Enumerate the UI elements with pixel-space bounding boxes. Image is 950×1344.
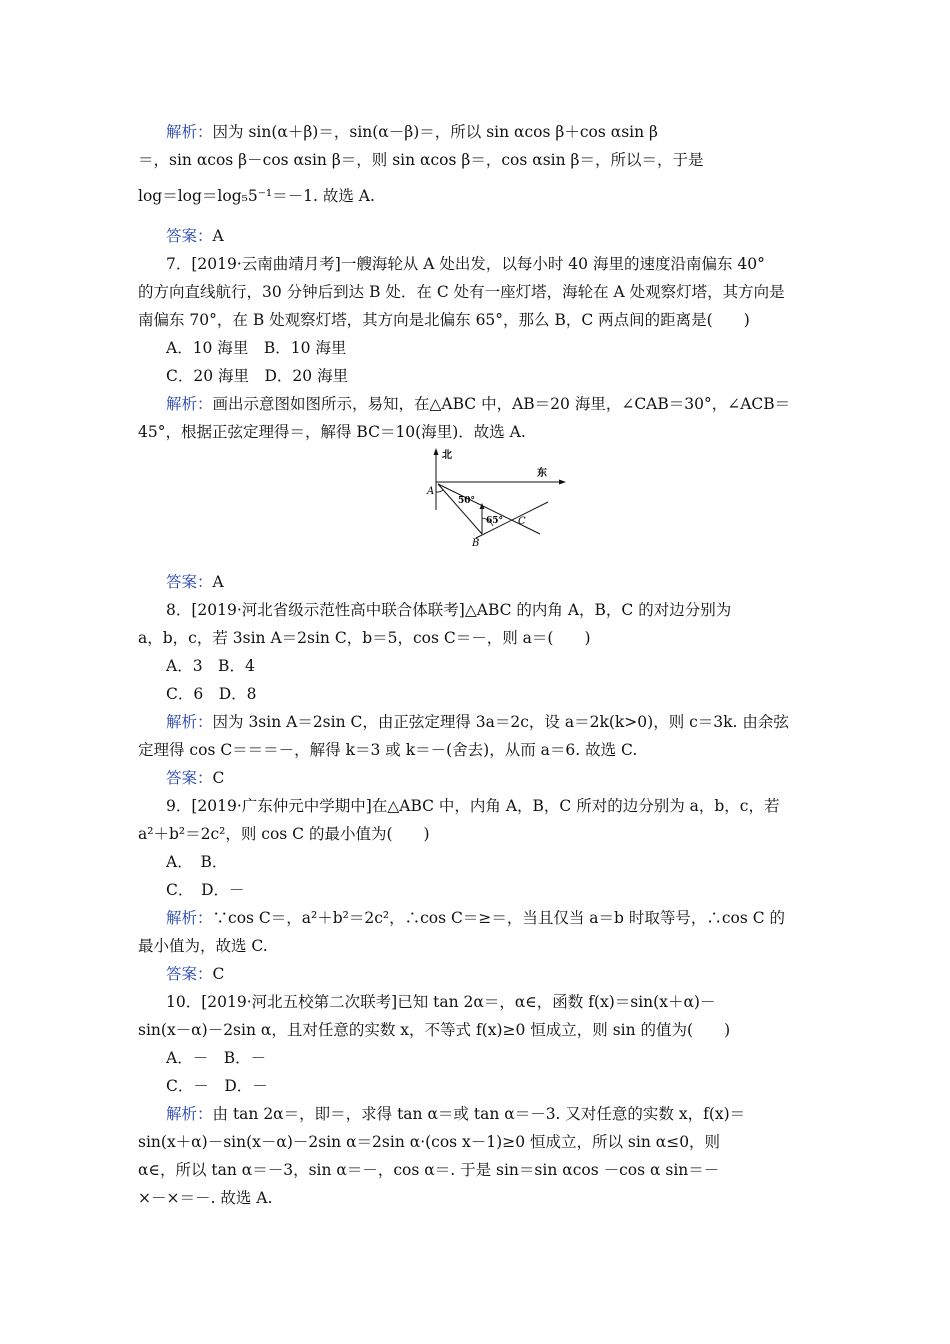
answer-label: 答案： [166, 573, 213, 591]
north-arrow-icon [434, 448, 439, 455]
text-line: ×－×＝－. 故选 A. [138, 1189, 273, 1207]
solution-label: 解析： [166, 1105, 213, 1123]
text-line: 解析：由 tan 2α＝，即＝，求得 tan α＝或 tan α＝－3. 又对任意的实数 x，f(x)＝ [166, 1105, 746, 1123]
option-line: C．20 海里 D．20 海里 [166, 367, 349, 385]
point-a-label: A [427, 486, 435, 497]
text-line: 答案：A [166, 573, 224, 591]
solution-label: 解析： [166, 713, 213, 731]
text-line: 解析：画出示意图如图所示，易知，在△ABC 中，AB＝20 海里，∠CAB＝30°，∠ACB＝ [166, 395, 791, 413]
text-line: 解析：∵cos C＝，a²＋b²＝2c²，∴cos C＝≥＝，当且仅当 a＝b 时取等号，∴cos C 的 [166, 909, 786, 927]
solution-label: 解析： [166, 909, 213, 927]
text-line: 最小值为，故选 C. [138, 937, 268, 955]
option-line: A．3 B．4 [166, 657, 255, 675]
question-line: 南偏东 70°，在 B 处观察灯塔，其方向是北偏东 65°，那么 B，C 两点间的距离是( ) [138, 311, 750, 329]
option-line: C． D．－ [166, 881, 245, 899]
text-line: 45°，根据正弦定理得＝，解得 BC＝10(海里)．故选 A. [138, 423, 526, 441]
option-line: C．6 D．8 [166, 685, 257, 703]
north-label: 北 [442, 450, 452, 461]
answer-label: 答案： [166, 965, 213, 983]
text-line: log＝log＝log₅5⁻¹＝－1. 故选 A. [138, 187, 375, 205]
angle-50-label: 50° [458, 496, 476, 506]
angle-arc-a [436, 490, 443, 492]
point-c-label: C [518, 516, 526, 527]
text-line: α∈，所以 tan α＝－3，sin α＝－，cos α＝. 于是 sin＝sin αcos －cos α sin＝－ [138, 1161, 720, 1179]
answer-label: 答案： [166, 769, 213, 787]
text-line: 答案：C [166, 965, 225, 983]
option-line: A． B． [166, 853, 228, 871]
question-line: a²＋b²＝2c²，则 cos C 的最小值为( ) [138, 825, 430, 843]
text-line: 解析：因为 sin(α＋β)＝，sin(α－β)＝，所以 sin αcos β＋cos αsin β [166, 123, 658, 141]
text-line: 答案：A [166, 227, 224, 245]
solution-label: 解析： [166, 123, 213, 141]
question-line: sin(x－α)－2sin α，且对任意的实数 x，不等式 f(x)≥0 恒成立，则 sin 的值为( ) [138, 1021, 731, 1039]
option-line: C．－ D．－ [166, 1077, 268, 1095]
text-line: 定理得 cos C＝＝＝－，解得 k＝3 或 k＝－(舍去)，从而 a＝6. 故选 C. [138, 741, 638, 759]
solution-label: 解析： [166, 395, 213, 413]
question-line: 的方向直线航行，30 分钟后到达 B 处．在 C 处有一座灯塔，海轮在 A 处观察灯塔，其方向是 [138, 283, 785, 301]
east-arrow-icon [559, 480, 566, 485]
text-line: sin(x＋α)－sin(x－α)－2sin α＝2sin α·(cos x－1)≥0 恒成立，所以 sin α≤0，则 [138, 1133, 721, 1151]
text-line: 解析：因为 3sin A＝2sin C，由正弦定理得 3a＝2c，设 a＝2k(k>0)，则 c＝3k. 由余弦 [166, 713, 789, 731]
point-b-label: B [472, 538, 480, 549]
question-line: a，b，c，若 3sin A＝2sin C，b＝5，cos C＝－，则 a＝( ) [138, 629, 591, 647]
navigation-diagram [420, 448, 572, 552]
line-ab [438, 484, 482, 534]
question-line: 10．[2019·河北五校第二次联考]已知 tan 2α＝，α∈，函数 f(x)＝sin(x＋α)－ [166, 993, 716, 1011]
text-line: 答案：C [166, 769, 225, 787]
option-line: A．－ B．－ [166, 1049, 267, 1067]
angle-65-label: 65° [486, 516, 504, 526]
question-line: 9．[2019·广东仲元中学期中]在△ABC 中，内角 A，B，C 所对的边分别为 a，b，c，若 [166, 797, 780, 815]
question-line: 8．[2019·河北省级示范性高中联合体联考]△ABC 的内角 A，B，C 的对边分别为 [166, 601, 732, 619]
answer-label: 答案： [166, 227, 213, 245]
question-line: 7．[2019·云南曲靖月考]一艘海轮从 A 处出发，以每小时 40 海里的速度沿南偏东 40° [166, 255, 765, 273]
text-line: ＝，sin αcos β－cos αsin β＝，则 sin αcos β＝，cos αsin β＝，所以＝，于是 [138, 151, 704, 169]
east-label: 东 [537, 468, 547, 479]
option-line: A．10 海里 B．10 海里 [166, 339, 347, 357]
